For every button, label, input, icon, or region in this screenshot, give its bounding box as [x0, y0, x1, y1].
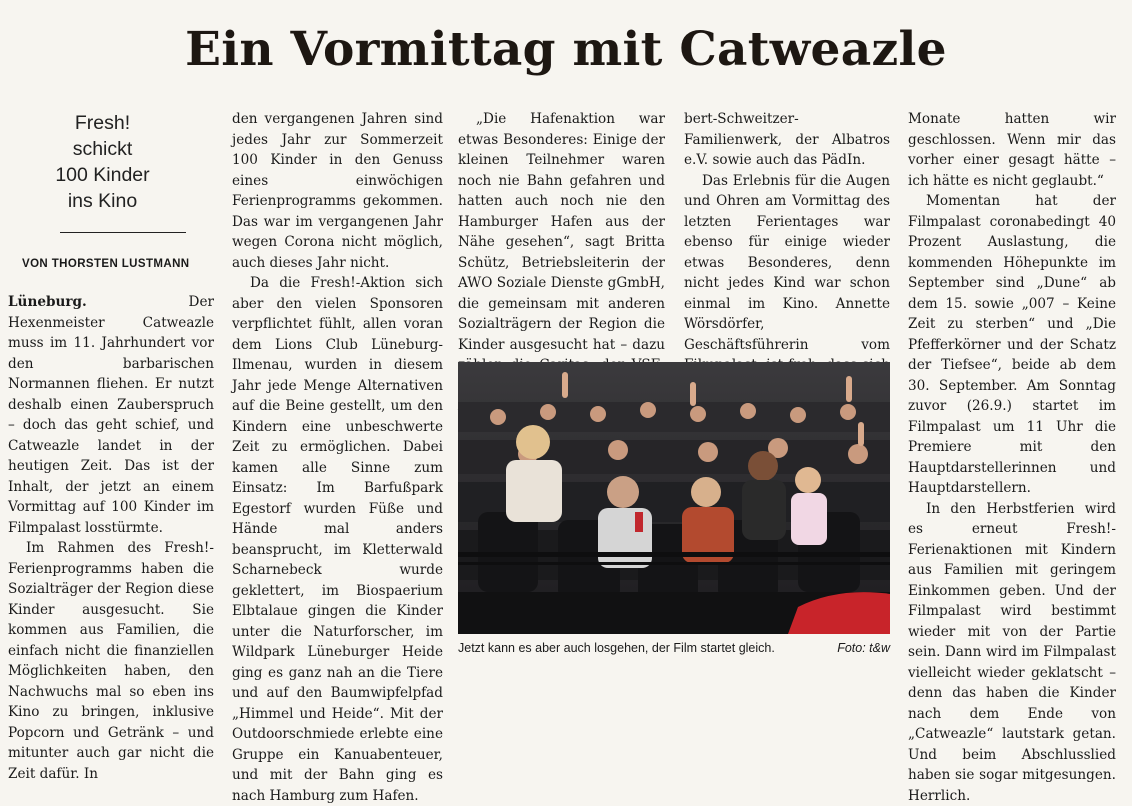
photo-caption	[458, 641, 890, 655]
paragraph: Momentan hat der Filmpalast coronabedingt 40 Prozent Auslastung, die kommenden Höhepunkte im September sind „Dune“ ab dem 15. sowie „007 – Keine Zeit zu sterben“ und „Die Pfefferkörner und der Schatz der Tiefsee“, beide ab dem 30. September. Am Sonntag zuvor (26.9.) startet im Filmpalast um 11 Uhr die Premiere mit den Hauptdarstellerinnen und Hauptdarstellern.	[908, 191, 1116, 499]
teaser-line: schickt	[10, 136, 195, 162]
dateline-city: Lüneburg.	[8, 294, 87, 310]
headline: Ein Vormittag mit Catweazle	[0, 22, 1132, 77]
photo-credit: Foto: t&w	[837, 641, 890, 655]
paragraph: bert-Schweitzer-Familienwerk, der Albatros e.V. sowie auch das PädIn.	[684, 109, 890, 171]
paragraph: Da die Fresh!-Aktion sich aber den vielen Sponsoren verpflichtet fühlt, allen voran dem Lions Club Lüneburg-Ilmenau, wurden in diesem Jahr jede Menge Alternativen auf die Beine gestellt, um den Kindern eine unbeschwerte Zeit zu ermöglichen. Dabei kamen alle Sinne zum Einsatz: Im Barfußpark Egestorf wurden Füße und Hände mal anders beansprucht, im Kletterwald Scharnebeck wurde geklettert, im Biospaerium Elbtalaue gingen die Kinder unter die Naturforscher, im Wildpark Lüneburger Heide ging es ganz nah an die Tiere und auf den Baumwipfelpfad „Himmel und Heide“. Mit der Outdoorschmiede erlebte eine Gruppe ein Kanuabenteuer, und mit der Bahn ging es nach Hamburg zum Hafen.	[232, 273, 443, 806]
paragraph: Monate hatten wir geschlossen. Wenn mir das vorher einer gesagt hätte – ich hätte es nicht geglaubt.“	[908, 109, 1116, 191]
article-column-5	[908, 109, 1116, 806]
paragraph-text: Der Hexenmeister Catweazle muss im 11. Jahrhundert vor den barbarischen Normannen fliehen. Er nutzt deshalb einen Zauberspruch – doch das geht schief, und Catweazle landet in der heutigen Zeit. Das ist der Inhalt, der jetzt an einem Vormittag auf 100 Kinder im Filmpalast losstürmte.	[8, 294, 214, 536]
article-column-1	[8, 292, 214, 784]
paragraph: „Die Hafenaktion war etwas Besonderes: Einige der kleinen Teilnehmer waren noch nie Bahn gefahren und hatten auch noch nie den Hamburger Hafen aus der Nähe gesehen“, sagt Britta Schütz, Betriebsleiterin der AWO Soziale Dienste gGmbH, die gemeinsam mit anderen Sozialträgern der Region die Kinder ausgesucht hat – dazu	[458, 109, 665, 417]
teaser-line: 100 Kinder	[10, 162, 195, 188]
photo-illustration	[458, 362, 890, 634]
paragraph: Im Rahmen des Fresh!-Ferienprogramms haben die Sozialträger der Region diese Kinder ausgesucht. Sie kommen aus Familien, die einfach nicht die finanziellen Möglichkeiten haben, den Nachwuchs mal so eben ins Kino zu bringen, inklusive Popcorn und Getränk – und mitunter auch gar nicht die Zeit dafür. In	[8, 538, 214, 784]
teaser-line: ins Kino	[10, 188, 195, 214]
teaser	[10, 110, 195, 214]
article-column-2	[232, 109, 443, 806]
paragraph: den vergangenen Jahren sind jedes Jahr zur Sommerzeit 100 Kinder in den Genuss eines einwöchigen Ferienprogramms gekommen. Das war im vergangenen Jahr wegen Corona nicht möglich, auch dieses Jahr nicht.	[232, 109, 443, 273]
paragraph: Das Erlebnis für die Augen und Ohren am Vormittag des letzten Ferientages war ebenso für einige wieder etwas Besonderes, denn nicht jedes Kind war schon einmal im Kino. Annette Wörsdörfer, Geschäftsführerin vom	[684, 171, 890, 417]
paragraph	[8, 292, 214, 538]
teaser-divider	[60, 232, 186, 233]
paragraph: In den Herbstferien wird es erneut Fresh!-Ferienaktionen mit Kindern aus Familien mit geringem Einkommen geben. Und der Filmpalast wird bestimmt wieder mit von der Partie sein. Dann wird im Filmpalast vielleicht wieder geklatscht – denn das haben die Kinder nach dem Ende von „Catweazle“ lautstark getan. Und beim Abschlusslied haben sie sogar mitgesungen. Herrlich.	[908, 499, 1116, 806]
cinema-photo	[458, 362, 890, 634]
teaser-line: Fresh!	[10, 110, 195, 136]
byline: VON THORSTEN LUSTMANN	[22, 258, 189, 270]
caption-text: Jetzt kann es aber auch losgehen, der Film startet gleich.	[458, 641, 775, 655]
